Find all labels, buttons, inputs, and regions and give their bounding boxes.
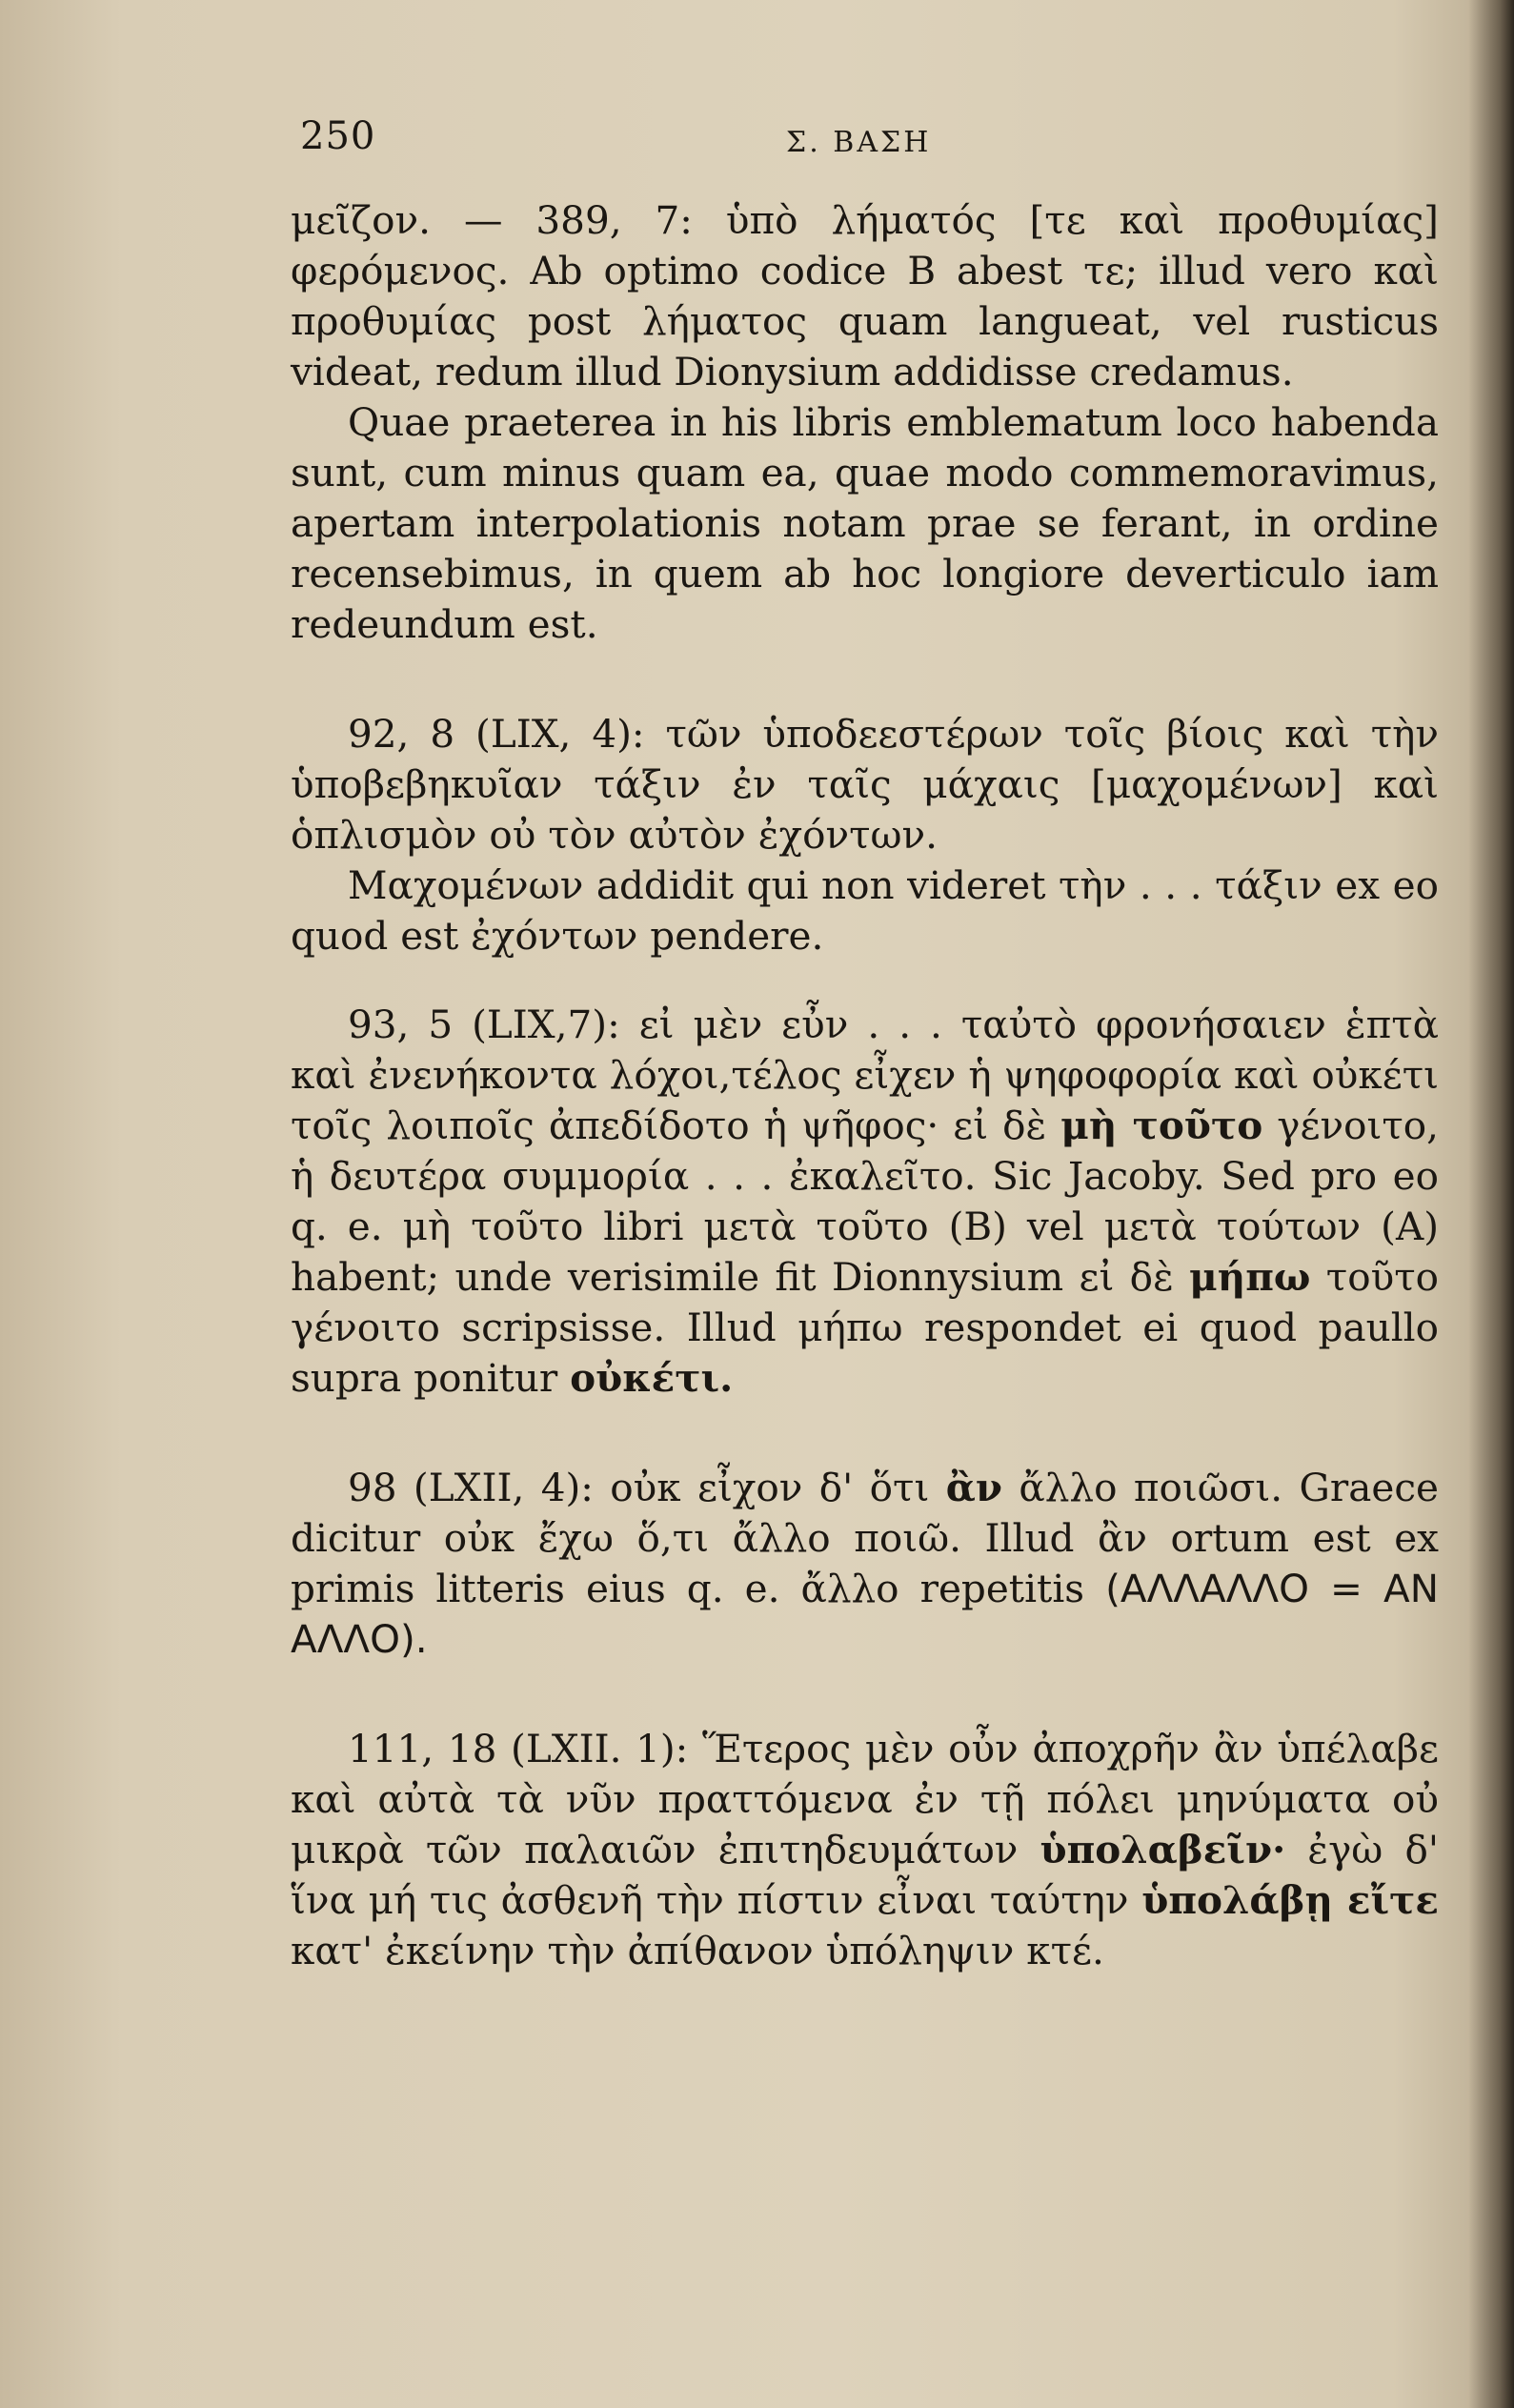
paragraph-6-capitals: (ΑΛΛΑΛΛΟ = ΑΝ ΑΛΛΟ). — [291, 1566, 1440, 1662]
paragraph-5-bold-1: μὴ τοῦτο — [1060, 1103, 1263, 1148]
paragraph-6-part-1: 98 (LXII, 4): οὐκ εἶχον δ' ὅτι — [348, 1465, 946, 1510]
paragraph-7-bold-1: ὑπολαβεῖν· — [1040, 1827, 1286, 1872]
page-header — [300, 114, 1443, 181]
running-head: Σ. ΒΑΣΗ — [786, 126, 932, 159]
paragraph-6 — [291, 1463, 1439, 1665]
paragraph-6-part-2: ἄλλο ποιῶσι. Graece dicitur οὐκ ἔχω ὅ,τι ἄλλο ποιῶ. Illud ἂν ortum est ex primis litteris eius q. e. ἄλλο repetitis — [291, 1465, 1439, 1611]
paragraph-7-part-1: 111, 18 (LXII. 1): Ἕτερος μὲν οὖν ἀποχρῆν ἂν ὑπέλαβε καὶ αὐτὰ τὰ νῦν πραττόμενα ἐν τῇ πόλει μηνύματα οὐ μικρὰ τῶν παλαιῶν ἐπιτηδευμάτων — [291, 1726, 1439, 1872]
paragraph-5-part-1: 93, 5 (LIX,7): εἰ μὲν εὖν . . . ταὐτὸ φρονήσαιεν ἑπτὰ καὶ ἐνενήκοντα λόχοι,τέλος εἶχεν ἡ ψηφοφορία καὶ οὐκέτι τοῖς λοιποῖς ἀπεδίδοτο ἡ ψῆφος· εἰ δὲ — [291, 1002, 1439, 1148]
paragraph-5-bold-2: μήπω — [1189, 1254, 1311, 1300]
paragraph-5-part-3: τοῦτο γένοιτο scripsisse. Illud μήπω respondet ei quod paullo supra ponitur — [291, 1254, 1439, 1401]
paragraph-5-bold-3: οὐκέτι. — [570, 1355, 734, 1401]
paragraph-1: μεῖζον. — 389, 7: ὑπὸ λήματός [τε καὶ προθυμίας] φερόμενος. Ab optimo codice B abest τε; illud vero καὶ προθυμίας post λήματος quam langueat, vel rusticus videat, redum illud Dionysium addidisse credamus. — [291, 197, 1439, 395]
paragraph-6-bold-1: ἂν — [945, 1465, 1002, 1510]
paragraph-2: Quae praeterea in his libris emblematum loco habenda sunt, cum minus quam ea, quae modo commemoravimus, apertam interpolationis notam prae se ferant, in ordine recensebimus, in quem ab hoc longiore deverticulo iam redeundum est. — [291, 399, 1439, 647]
paragraph-7-bold-2: ὑπολάβῃ εἴτε — [1141, 1877, 1439, 1923]
paragraph-7-part-3: κατ' ἐκείνην τὴν ἀπίθανον ὑπόληψιν κτέ. — [291, 1928, 1104, 1973]
paragraph-5 — [291, 1000, 1439, 1404]
paragraph-4: Μαχομένων addidit qui non videret τὴν . . . τάξιν ex eo quod est ἐχόντων pendere. — [291, 862, 1439, 959]
page-number: 250 — [300, 114, 376, 158]
paragraph-5-part-2: γένοιτο, ἡ δευτέρα συμμορία . . . ἐκαλεῖτο. Sic Jacoby. Sed pro eo q. e. μὴ τοῦτο libri μετὰ τοῦτο (B) vel μετὰ τούτων (A) habent; unde verisimile fit Dionnysium εἰ δὲ — [291, 1103, 1439, 1300]
paragraph-7-part-2: ἐγὼ δ' ἵνα μή τις ἀσθενῆ τὴν πίστιν εἶναι ταύτην — [291, 1827, 1439, 1923]
paragraph-7 — [291, 1724, 1439, 1976]
paragraph-3: 92, 8 (LIX, 4): τῶν ὑποδεεστέρων τοῖς βίοις καὶ τὴν ὑποβεβηκυῖαν τάξιν ἐν ταῖς μάχαις [μαχομένων] καὶ ὁπλισμὸν οὐ τὸν αὐτὸν ἐχόντων. — [291, 711, 1439, 858]
body-text — [291, 195, 1439, 1976]
page-edge-shadow — [1468, 0, 1514, 2408]
